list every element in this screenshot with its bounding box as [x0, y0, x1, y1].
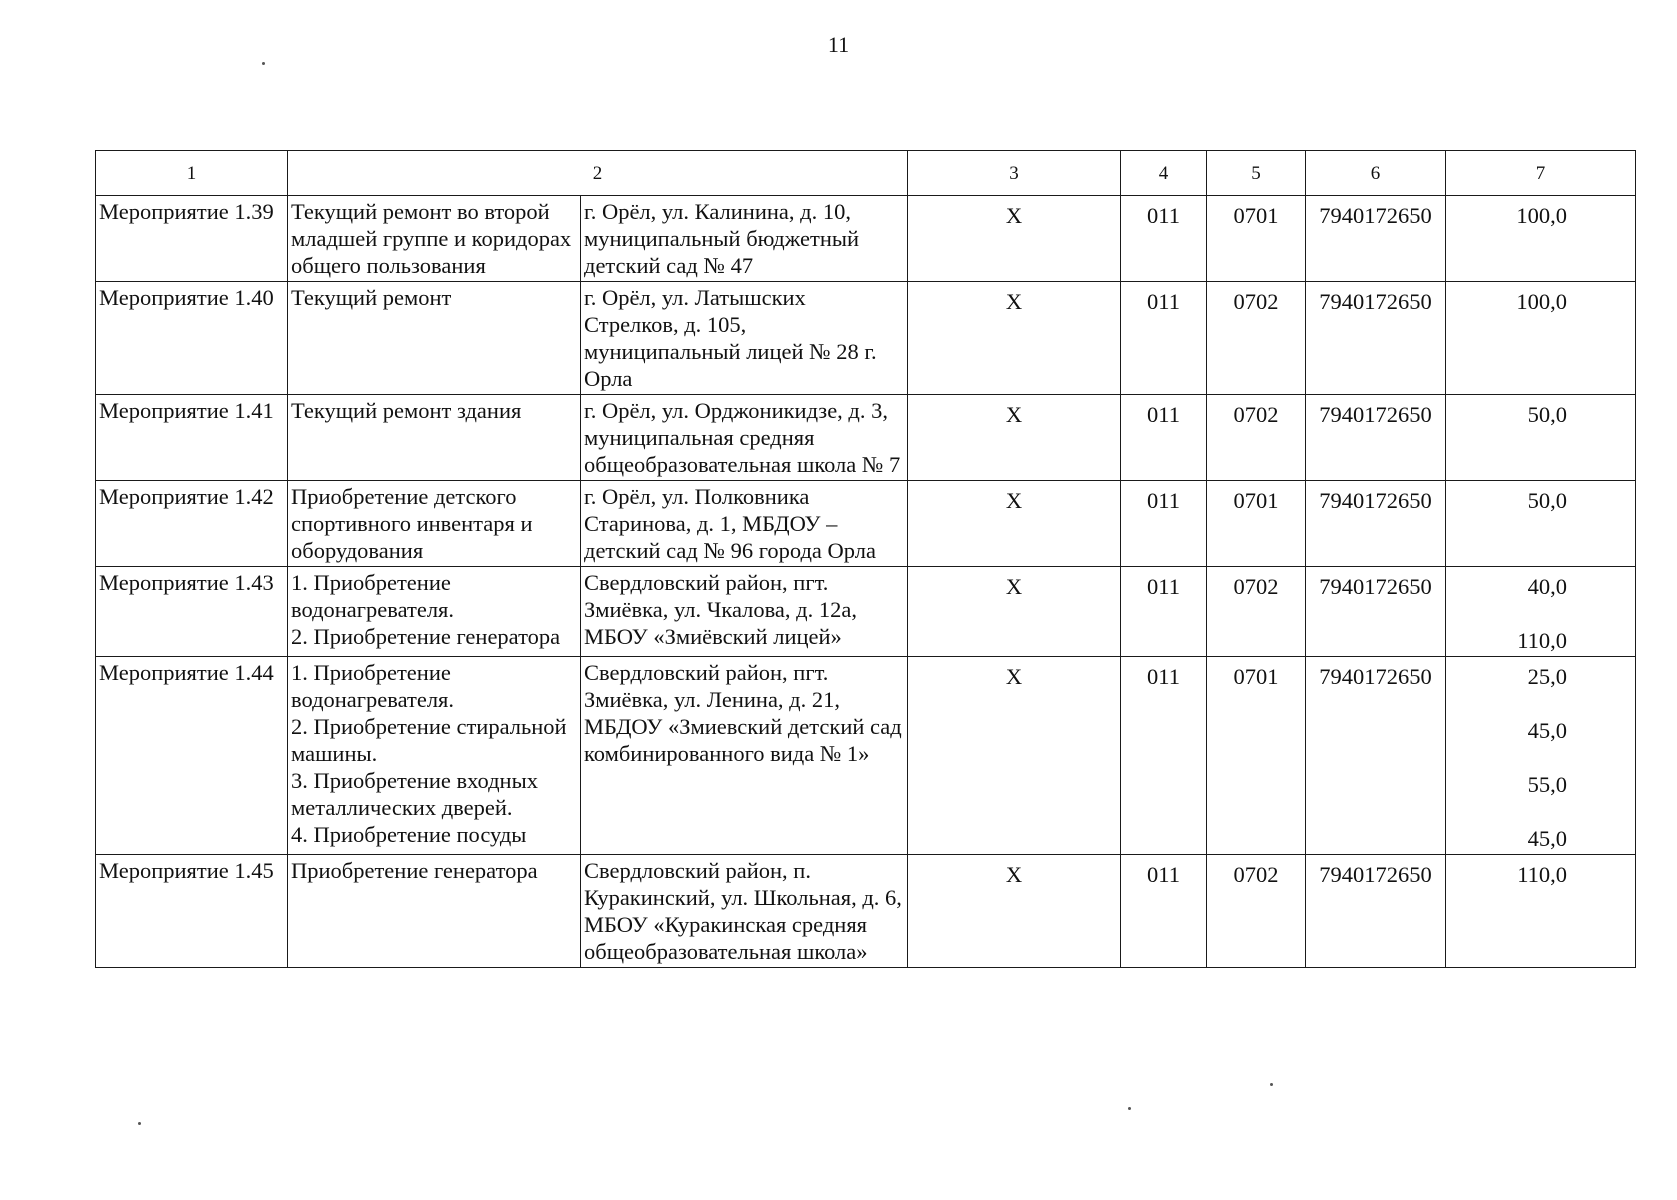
col4-cell: 011 [1121, 395, 1207, 481]
col4-cell: 011 [1121, 657, 1207, 855]
table-row [96, 855, 1636, 968]
activity-description-cell [288, 657, 581, 855]
col4-cell: 011 [1121, 196, 1207, 282]
amount-cell [1446, 196, 1636, 282]
header-cell: 5 [1207, 151, 1306, 196]
amount-value: 100,0 [1516, 289, 1567, 314]
description-line: 3. Приобретение входных металлических дверей. [291, 768, 538, 820]
col6-cell: 7940172650 [1306, 657, 1446, 855]
activity-description-cell [288, 855, 581, 968]
description-line: 1. Приобретение водонагревателя. [291, 570, 455, 622]
table-row [96, 567, 1636, 657]
col6-cell: 7940172650 [1306, 481, 1446, 567]
activity-description-cell [288, 481, 581, 567]
scan-speck [262, 62, 265, 65]
activity-name-cell: Мероприятие 1.40 [96, 282, 288, 395]
description-line: 1. Приобретение водонагревателя. [291, 660, 455, 712]
activity-name-cell: Мероприятие 1.41 [96, 395, 288, 481]
address-cell: Свердловский район, пгт. Змиёвка, ул. Ленина, д. 21, МБДОУ «Змиевский детский сад комбинированного вида № 1» [581, 657, 908, 855]
amount-value: 110,0 [1517, 628, 1567, 653]
amount-value: 100,0 [1516, 203, 1567, 228]
header-cell: 6 [1306, 151, 1446, 196]
col5-cell: 0702 [1207, 567, 1306, 657]
activity-description-cell [288, 567, 581, 657]
address-cell: г. Орёл, ул. Калинина, д. 10, муниципальный бюджетный детский сад № 47 [581, 196, 908, 282]
amount-value: 45,0 [1527, 826, 1567, 851]
activity-name-cell: Мероприятие 1.43 [96, 567, 288, 657]
col5-cell: 0702 [1207, 282, 1306, 395]
activity-description-cell [288, 196, 581, 282]
col4-cell: 011 [1121, 481, 1207, 567]
activity-name-cell: Мероприятие 1.39 [96, 196, 288, 282]
amount-value: 25,0 [1527, 664, 1567, 689]
amount-value: 110,0 [1517, 862, 1567, 887]
col6-cell: 7940172650 [1306, 395, 1446, 481]
amount-cell [1446, 282, 1636, 395]
address-cell: г. Орёл, ул. Полковника Старинова, д. 1, МБДОУ – детский сад № 96 города Орла [581, 481, 908, 567]
table-row [96, 196, 1636, 282]
col5-cell: 0701 [1207, 481, 1306, 567]
col4-cell: 011 [1121, 567, 1207, 657]
header-cell: 3 [908, 151, 1121, 196]
scan-speck [138, 1122, 141, 1125]
col3-cell: Х [908, 657, 1121, 855]
col4-cell: 011 [1121, 282, 1207, 395]
col6-cell: 7940172650 [1306, 196, 1446, 282]
amount-cell [1446, 395, 1636, 481]
col3-cell: Х [908, 282, 1121, 395]
address-cell: г. Орёл, ул. Латышских Стрелков, д. 105, муниципальный лицей № 28 г. Орла [581, 282, 908, 395]
description-line: 4. Приобретение посуды [291, 822, 527, 847]
col5-cell: 0702 [1207, 395, 1306, 481]
amount-value: 50,0 [1527, 402, 1567, 427]
activity-name-cell: Мероприятие 1.44 [96, 657, 288, 855]
amount-cell [1446, 855, 1636, 968]
col6-cell: 7940172650 [1306, 567, 1446, 657]
header-cell: 4 [1121, 151, 1207, 196]
col4-cell: 011 [1121, 855, 1207, 968]
activity-name-cell: Мероприятие 1.45 [96, 855, 288, 968]
page-number: 11 [827, 32, 850, 57]
col3-cell: Х [908, 481, 1121, 567]
activities-table [95, 150, 1636, 968]
scan-speck [1270, 1083, 1273, 1086]
col5-cell: 0701 [1207, 196, 1306, 282]
table-row [96, 282, 1636, 395]
description-line: Приобретение детского спортивного инвентаря и оборудования [291, 484, 533, 563]
scan-speck [1128, 1107, 1131, 1110]
header-cell: 1 [96, 151, 288, 196]
description-line: 2. Приобретение генератора [291, 624, 561, 649]
header-cell: 7 [1446, 151, 1636, 196]
amount-value: 50,0 [1527, 488, 1567, 513]
amount-cell [1446, 481, 1636, 567]
col3-cell: Х [908, 855, 1121, 968]
col5-cell: 0701 [1207, 657, 1306, 855]
activity-name-cell: Мероприятие 1.42 [96, 481, 288, 567]
address-cell: Свердловский район, пгт. Змиёвка, ул. Чкалова, д. 12а, МБОУ «Змиёвский лицей» [581, 567, 908, 657]
description-line: Текущий ремонт [291, 285, 452, 310]
amount-value: 40,0 [1527, 574, 1567, 599]
col3-cell: Х [908, 567, 1121, 657]
address-cell: г. Орёл, ул. Орджоникидзе, д. 3, муниципальная средняя общеобразовательная школа № 7 [581, 395, 908, 481]
description-line: Приобретение генератора [291, 858, 538, 883]
table-row [96, 481, 1636, 567]
amount-cell [1446, 567, 1636, 657]
description-line: 2. Приобретение стиральной машины. [291, 714, 567, 766]
col5-cell: 0702 [1207, 855, 1306, 968]
description-line: Текущий ремонт здания [291, 398, 522, 423]
col6-cell: 7940172650 [1306, 855, 1446, 968]
amount-value: 45,0 [1527, 718, 1567, 743]
table-row [96, 395, 1636, 481]
amount-cell [1446, 657, 1636, 855]
table-row [96, 657, 1636, 855]
address-cell: Свердловский район, п. Куракинский, ул. Школьная, д. 6, МБОУ «Куракинская средняя общеобразовательная школа» [581, 855, 908, 968]
activity-description-cell [288, 282, 581, 395]
col3-cell: Х [908, 196, 1121, 282]
table-header-row [96, 151, 1636, 196]
header-cell: 2 [288, 151, 908, 196]
amount-value: 55,0 [1527, 772, 1567, 797]
activity-description-cell [288, 395, 581, 481]
col3-cell: Х [908, 395, 1121, 481]
col6-cell: 7940172650 [1306, 282, 1446, 395]
description-line: Текущий ремонт во второй младшей группе и коридорах общего пользования [291, 199, 572, 278]
